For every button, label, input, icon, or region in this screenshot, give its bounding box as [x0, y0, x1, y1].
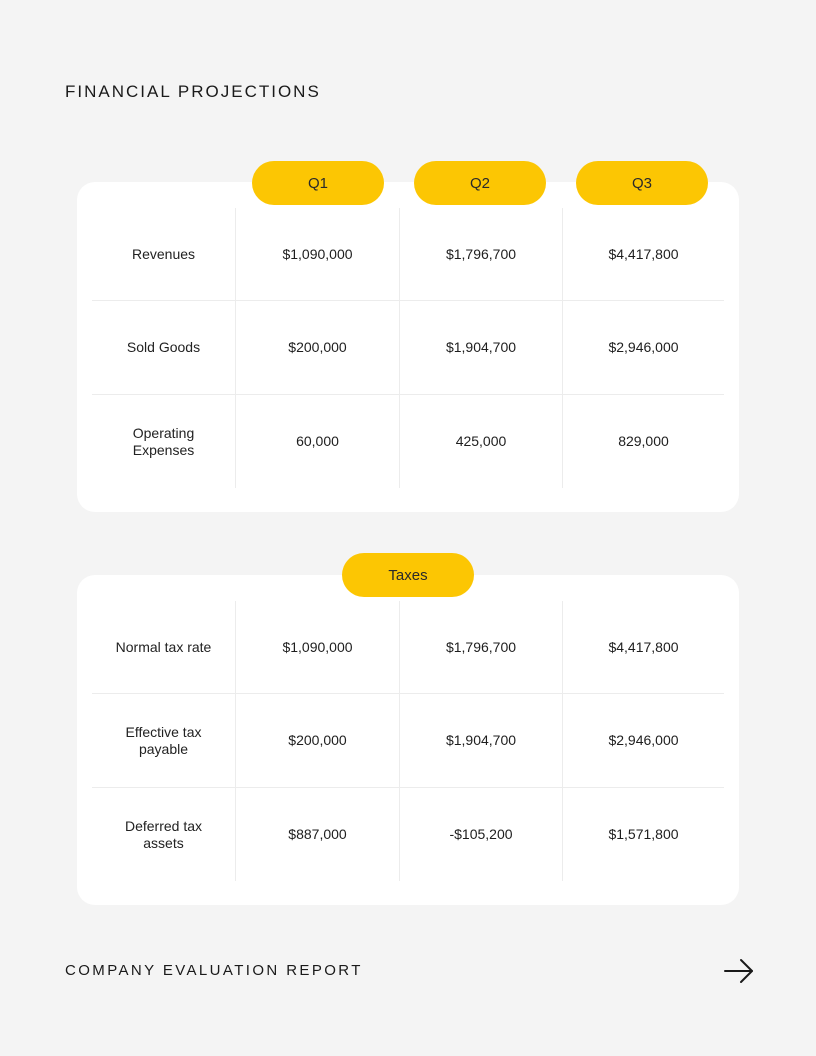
- arrow-right-icon[interactable]: [722, 956, 756, 986]
- table-cell: $1,090,000: [235, 601, 399, 693]
- taxes-table: [92, 601, 724, 881]
- column-header-q2: Q2: [414, 161, 546, 205]
- projections-card: [77, 182, 739, 512]
- table-cell: $887,000: [235, 787, 399, 881]
- table-cell: $200,000: [235, 693, 399, 787]
- table-cell: 425,000: [399, 394, 562, 488]
- taxes-card: [77, 575, 739, 905]
- table-cell: 829,000: [562, 394, 724, 488]
- column-header-q3: Q3: [576, 161, 708, 205]
- table-cell: $1,904,700: [399, 693, 562, 787]
- row-label: Operating Expenses: [92, 394, 235, 488]
- table-cell: $2,946,000: [562, 300, 724, 394]
- table-cell: $1,571,800: [562, 787, 724, 881]
- footer-title: COMPANY EVALUATION REPORT: [65, 962, 363, 979]
- projections-table: [92, 208, 724, 488]
- row-label: Sold Goods: [92, 300, 235, 394]
- table-cell: $1,796,700: [399, 208, 562, 300]
- row-label: Normal tax rate: [115, 638, 212, 655]
- table-cell: $4,417,800: [562, 601, 724, 693]
- row-label: Effective tax payable: [92, 693, 235, 787]
- table-cell: $4,417,800: [562, 208, 724, 300]
- page-title: FINANCIAL PROJECTIONS: [65, 82, 321, 101]
- table-cell: $1,796,700: [399, 601, 562, 693]
- table-cell: $1,904,700: [399, 300, 562, 394]
- table-cell: $1,090,000: [235, 208, 399, 300]
- column-header-q1: Q1: [252, 161, 384, 205]
- row-label: Deferred tax assets: [92, 787, 235, 881]
- table-cell: -$105,200: [399, 787, 562, 881]
- table-cell: $2,946,000: [562, 693, 724, 787]
- table-cell: $200,000: [235, 300, 399, 394]
- row-label: Revenues: [131, 245, 196, 262]
- taxes-header: Taxes: [342, 553, 474, 597]
- table-cell: 60,000: [235, 394, 399, 488]
